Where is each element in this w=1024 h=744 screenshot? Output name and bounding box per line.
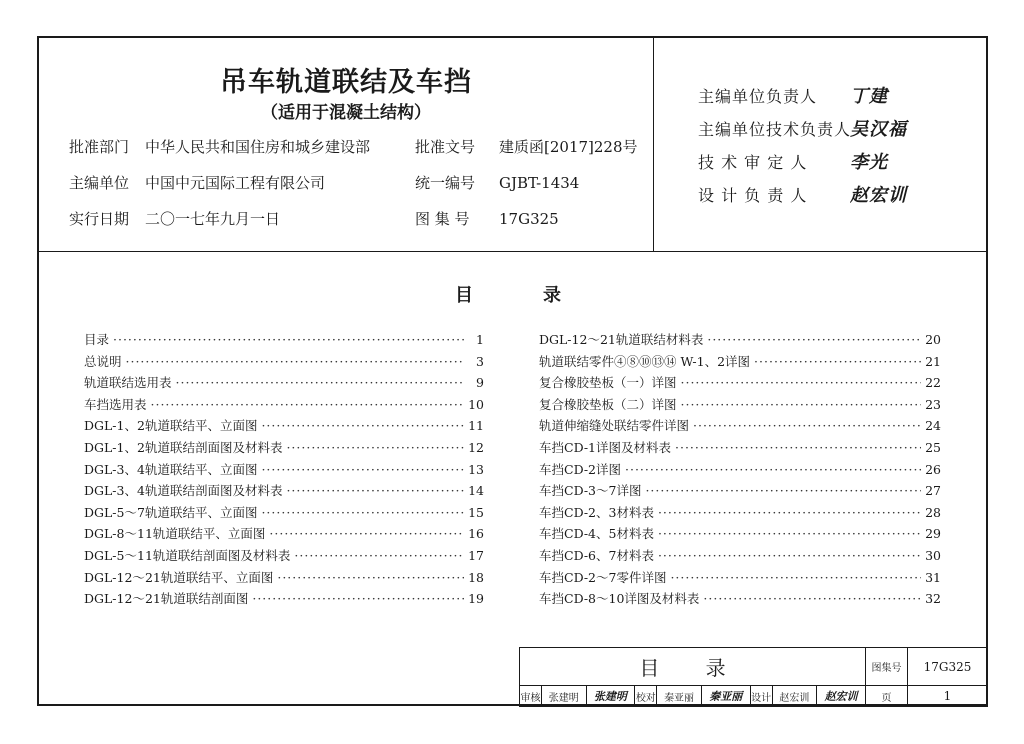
toc-leader-dots: [269, 526, 464, 541]
toc-item-title: DGL-3、4轨道联结平、立面图: [84, 461, 258, 477]
toc-item-page: 3: [476, 353, 484, 369]
drawing-frame: [37, 36, 988, 706]
toc-item-page: 22: [925, 375, 941, 391]
info-row-effective-date: [69, 208, 280, 229]
toc-item-title: 车挡CD-3～7详图: [539, 483, 642, 499]
toc-item-title: 车挡CD-1详图及材料表: [539, 439, 671, 455]
info-label: 主编单位: [69, 174, 130, 192]
toc-item[interactable]: [84, 503, 484, 525]
toc-item[interactable]: [539, 352, 941, 374]
toc-leader-dots: [252, 591, 464, 606]
titleblock-page-label: 页: [866, 686, 908, 707]
toc-item-page: 29: [925, 526, 941, 542]
toc-item-page: 15: [468, 504, 484, 520]
info-label: 批准部门: [69, 138, 130, 156]
toc-item-title: DGL-5～7轨道联结平、立面图: [84, 504, 258, 520]
toc-item-page: 27: [925, 483, 941, 499]
toc-leader-dots: [113, 332, 464, 347]
toc-item[interactable]: [84, 589, 484, 611]
toc-leader-dots: [658, 526, 921, 541]
toc-item-title: 车挡CD-2～7零件详图: [539, 569, 667, 585]
toc-item-title: 轨道联结零件④⑧⑩⑬⑭ W-1、2详图: [539, 353, 751, 369]
toc-item-title: DGL-1、2轨道联结剖面图及材料表: [84, 439, 283, 455]
titleblock-page-value: 1: [908, 686, 988, 707]
title-block: [519, 647, 988, 706]
toc-column-left: [84, 330, 484, 611]
toc-item-page: 26: [925, 461, 941, 477]
toc-item[interactable]: [84, 481, 484, 503]
signature: 吴汉福: [850, 119, 907, 140]
toc-item-page: 11: [468, 418, 484, 434]
responsible-persons: [653, 38, 988, 251]
toc-leader-dots: [625, 462, 921, 477]
toc-item-title: 车挡CD-2、3材料表: [539, 504, 654, 520]
info-value: 建质函[2017]228号: [499, 138, 638, 156]
toc-item-page: 28: [925, 504, 941, 520]
toc-leader-dots: [261, 505, 464, 520]
toc-item-title: DGL-5～11轨道联结剖面图及材料表: [84, 547, 291, 563]
info-value: 中国中元国际工程有限公司: [145, 174, 326, 192]
toc-leader-dots: [658, 548, 921, 563]
toc-heading-right: 录: [543, 285, 561, 306]
toc-item-page: 31: [925, 569, 941, 585]
toc-item-page: 12: [468, 439, 484, 455]
toc-item-title: DGL-12～21轨道联结剖面图: [84, 591, 249, 607]
toc-item-page: 30: [925, 547, 941, 563]
titleblock-review-name: 张建明: [542, 686, 587, 707]
toc-leader-dots: [681, 397, 921, 412]
toc-item-title: 轨道伸缩缝处联结零件详图: [539, 418, 690, 434]
toc-item[interactable]: [84, 524, 484, 546]
toc-item[interactable]: [84, 438, 484, 460]
atlas-subtitle: （适用于混凝土结构）: [261, 103, 431, 123]
toc-item[interactable]: [84, 352, 484, 374]
toc-item[interactable]: [539, 460, 941, 482]
info-value: 中华人民共和国住房和城乡建设部: [145, 138, 371, 156]
atlas-title: 吊车轨道联结及车挡: [220, 67, 472, 98]
toc-item-page: 10: [468, 396, 484, 412]
toc-item[interactable]: [539, 503, 941, 525]
signature: 赵宏训: [850, 185, 907, 206]
toc-item-page: 13: [468, 461, 484, 477]
toc-item-page: 25: [925, 439, 941, 455]
toc-item[interactable]: [84, 373, 484, 395]
toc-item-page: 1: [476, 332, 484, 347]
titleblock-check-name: 秦亚丽: [657, 686, 702, 707]
toc-item-page: 20: [925, 332, 941, 347]
toc-item-title: 车挡选用表: [84, 396, 147, 412]
header-divider: [39, 251, 988, 252]
info-row-unified-number: [415, 172, 579, 193]
toc-item-title: DGL-3、4轨道联结剖面图及材料表: [84, 483, 283, 499]
titleblock-check-label: 校对: [635, 686, 657, 707]
toc-item[interactable]: [539, 546, 941, 568]
toc-item-page: 9: [476, 375, 484, 391]
info-row-chief-unit: [69, 172, 325, 193]
toc-leader-dots: [675, 440, 921, 455]
toc-leader-dots: [277, 570, 464, 585]
toc-item[interactable]: [539, 481, 941, 503]
toc-item[interactable]: [539, 589, 941, 611]
toc-item-title: 车挡CD-4、5材料表: [539, 526, 654, 542]
signature: 李光: [850, 152, 888, 173]
toc-leader-dots: [261, 418, 464, 433]
titleblock-atlas-value: 17G325: [908, 648, 988, 686]
titleblock-name: 目 录: [520, 648, 866, 686]
toc-leader-dots: [176, 375, 464, 390]
toc-item-title: 轨道联结选用表: [84, 375, 172, 391]
header-info: [39, 38, 653, 251]
resp-label: 设 计 负 责 人: [698, 186, 808, 205]
resp-row: [698, 115, 907, 141]
toc-item[interactable]: [539, 524, 941, 546]
toc-item[interactable]: [539, 395, 941, 417]
toc-leader-dots: [151, 397, 464, 412]
titleblock-review-label: 审核: [520, 686, 542, 707]
toc-item-title: 总说明: [84, 353, 122, 369]
toc-leader-dots: [703, 591, 921, 606]
toc-item-title: 车挡CD-8～10详图及材料表: [539, 591, 700, 607]
toc-item-title: 车挡CD-6、7材料表: [539, 547, 654, 563]
toc-item-page: 24: [925, 418, 941, 434]
toc-leader-dots: [645, 483, 921, 498]
toc-leader-dots: [286, 440, 464, 455]
resp-label: 主编单位技术负责人: [698, 120, 852, 139]
info-value: 二〇一七年九月一日: [145, 210, 281, 228]
info-label: 实行日期: [69, 210, 130, 228]
resp-row: [698, 82, 888, 108]
toc-item-title: DGL-12～21轨道联结平、立面图: [84, 569, 274, 585]
toc-item-title: 目录: [84, 332, 110, 347]
toc-item[interactable]: [539, 330, 941, 352]
info-row-approval-dept: [69, 136, 370, 157]
toc-item-page: 18: [468, 569, 484, 585]
toc-leader-dots: [294, 548, 464, 563]
info-label: 统一编号: [415, 174, 476, 192]
toc-item[interactable]: [84, 416, 484, 438]
toc-item[interactable]: [84, 568, 484, 590]
toc-item-page: 19: [468, 591, 484, 607]
toc-leader-dots: [707, 332, 921, 347]
toc-item[interactable]: [84, 546, 484, 568]
titleblock-check-signature: 秦亚丽: [701, 686, 750, 707]
titleblock-review-signature: 张建明: [586, 686, 635, 707]
toc-item[interactable]: [539, 416, 941, 438]
toc-item[interactable]: [539, 373, 941, 395]
resp-label: 技 术 审 定 人: [698, 153, 808, 172]
toc-item[interactable]: [539, 568, 941, 590]
resp-row: [698, 148, 888, 174]
toc-item-title: DGL-1、2轨道联结平、立面图: [84, 418, 258, 434]
toc-item-title: 复合橡胶垫板（二）详图: [539, 396, 677, 412]
toc-leader-dots: [658, 505, 921, 520]
info-row-approval-doc: [415, 136, 638, 157]
toc-item[interactable]: [84, 330, 484, 352]
toc-item[interactable]: [84, 460, 484, 482]
titleblock-design-label: 设计: [750, 686, 772, 707]
toc-item-page: 23: [925, 396, 941, 412]
toc-item-title: DGL-12～21轨道联结材料表: [539, 332, 704, 347]
toc-item-page: 14: [468, 483, 484, 499]
info-value: GJBT-1434: [499, 174, 580, 192]
info-label: 图 集 号: [415, 210, 470, 228]
toc-item[interactable]: [539, 438, 941, 460]
toc-item-page: 32: [925, 591, 941, 607]
info-value: 17G325: [499, 210, 559, 228]
toc-item-title: DGL-8～11轨道联结平、立面图: [84, 526, 266, 542]
titleblock-atlas-label: 图集号: [866, 648, 908, 686]
toc-heading-left: 目: [455, 285, 473, 306]
info-label: 批准文号: [415, 138, 476, 156]
toc-item[interactable]: [84, 395, 484, 417]
toc-leader-dots: [670, 570, 921, 585]
toc-leader-dots: [693, 418, 921, 433]
titleblock-design-signature: 赵宏训: [817, 686, 866, 707]
toc-leader-dots: [261, 462, 464, 477]
toc-leader-dots: [754, 354, 921, 369]
info-row-atlas-number: [415, 208, 559, 229]
toc-item-title: 车挡CD-2详图: [539, 461, 621, 477]
titleblock-design-name: 赵宏训: [772, 686, 817, 707]
toc-item-page: 16: [468, 526, 484, 542]
toc-item-page: 17: [468, 547, 484, 563]
toc-item-title: 复合橡胶垫板（一）详图: [539, 375, 677, 391]
toc-item-page: 21: [925, 353, 941, 369]
toc-leader-dots: [126, 354, 464, 369]
toc-leader-dots: [681, 375, 921, 390]
resp-row: [698, 181, 907, 207]
toc-column-right: [539, 330, 941, 611]
signature: 丁建: [850, 86, 888, 107]
toc-leader-dots: [286, 483, 464, 498]
resp-label: 主编单位负责人: [698, 87, 818, 106]
